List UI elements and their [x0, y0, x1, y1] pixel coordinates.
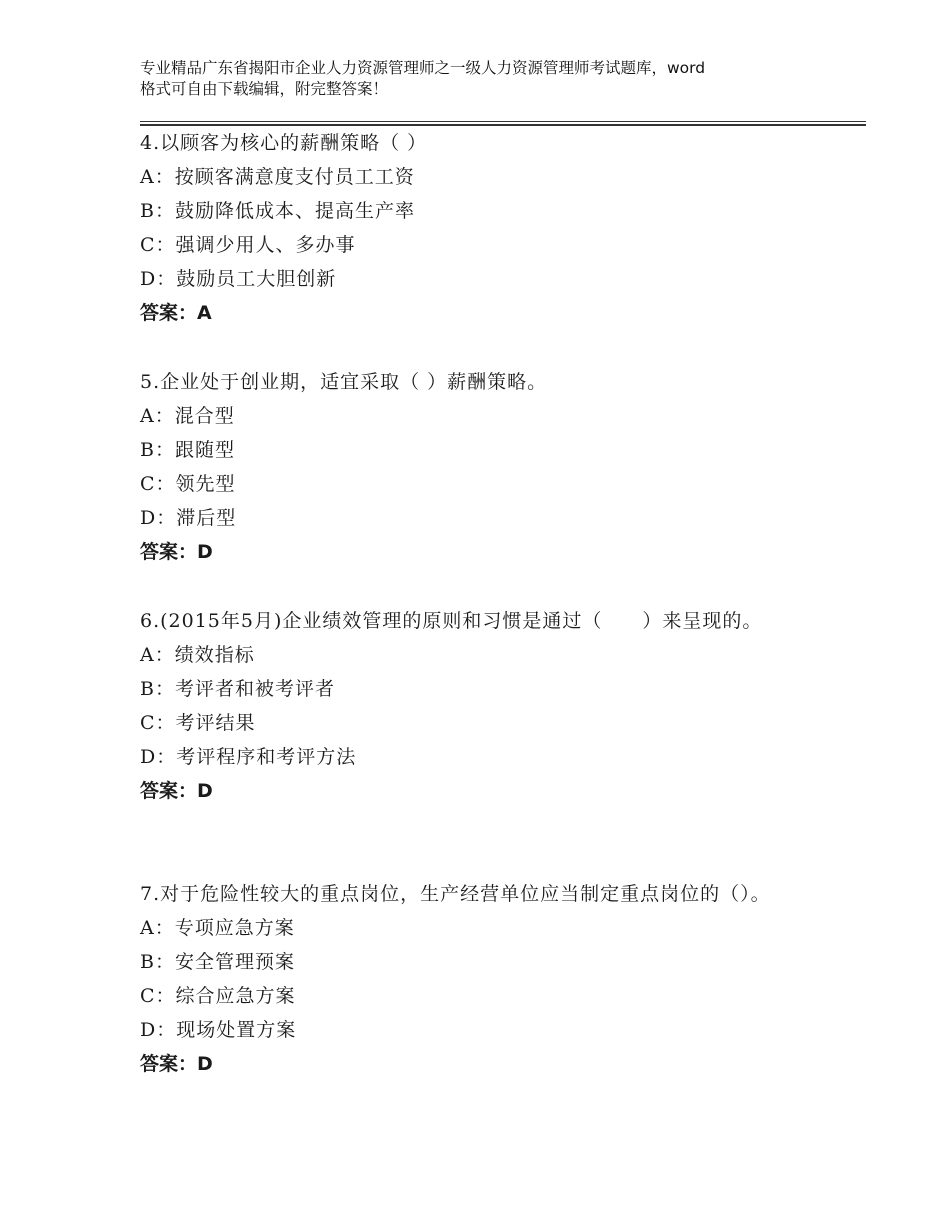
- option-b: B：鼓励降低成本、提高生产率: [140, 200, 415, 222]
- question-stem: 6.(2015年5月)企业绩效管理的原则和习惯是通过（ ）来呈现的。: [140, 610, 763, 632]
- question-7: [140, 877, 820, 1081]
- option-d: D：鼓励员工大胆创新: [140, 268, 337, 290]
- option-c: C：综合应急方案: [140, 985, 296, 1007]
- question-6: [140, 604, 820, 808]
- question-stem: 7.对于危险性较大的重点岗位，生产经营单位应当制定重点岗位的（）。: [140, 883, 771, 905]
- answer: 答案：D: [140, 1053, 213, 1075]
- header-divider-thin: [140, 121, 866, 122]
- option-c: C：领先型: [140, 473, 236, 495]
- option-d: D：滞后型: [140, 507, 237, 529]
- option-b: B：安全管理预案: [140, 951, 295, 973]
- option-a: A：混合型: [140, 405, 235, 427]
- option-b: B：跟随型: [140, 439, 235, 461]
- option-d: D：现场处置方案: [140, 1019, 297, 1041]
- document-header: [140, 58, 830, 100]
- option-a: A：绩效指标: [140, 644, 255, 666]
- question-stem: 4.以顾客为核心的薪酬策略（ ）: [140, 132, 428, 154]
- answer: 答案：D: [140, 780, 213, 802]
- option-a: A：专项应急方案: [140, 917, 295, 939]
- option-a: A：按顾客满意度支付员工工资: [140, 166, 415, 188]
- answer: 答案：D: [140, 541, 213, 563]
- question-4: [140, 126, 820, 330]
- option-c: C：强调少用人、多办事: [140, 234, 356, 256]
- answer: 答案：A: [140, 302, 212, 324]
- option-c: C：考评结果: [140, 712, 256, 734]
- header-title-line-1: 专业精品广东省揭阳市企业人力资源管理师之一级人力资源管理师考试题库，word: [140, 59, 706, 77]
- option-d: D：考评程序和考评方法: [140, 746, 357, 768]
- question-5: [140, 365, 820, 569]
- header-title-line-2: 格式可自由下载编辑，附完整答案！: [140, 80, 389, 98]
- option-b: B：考评者和被考评者: [140, 678, 335, 700]
- question-stem: 5.企业处于创业期，适宜采取（ ）薪酬策略。: [140, 371, 548, 393]
